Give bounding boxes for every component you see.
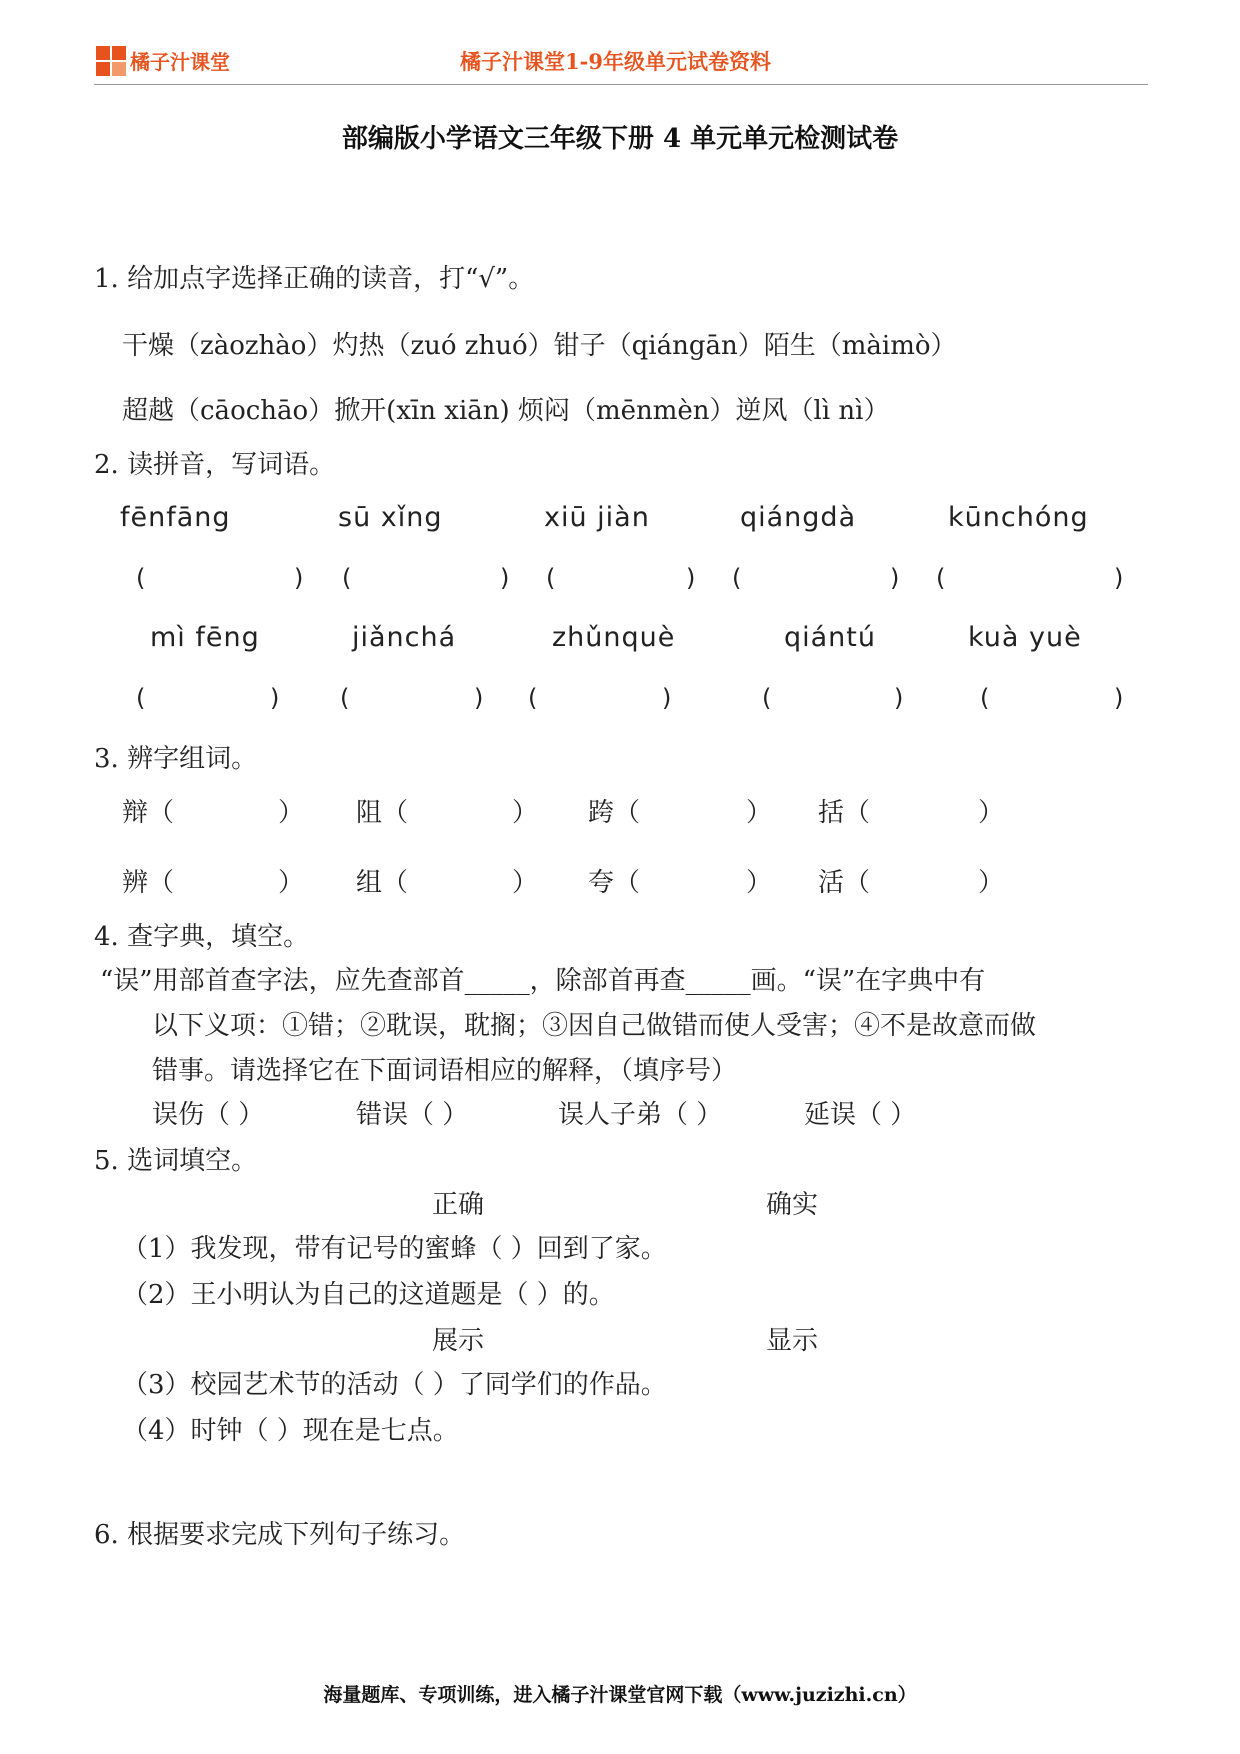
q3-item: 括（ (818, 798, 871, 828)
q4-line-3: 错事。请选择它在下面词语相应的解释，（填序号） (152, 1056, 738, 1086)
answer-blank-close: ) (474, 684, 484, 712)
q1-row-2: 超越（cāochāo）掀开(xīn xiān) 烦闷（mēnmèn）逆风（lì nì） (122, 396, 890, 426)
q3-item: 跨（ (588, 798, 641, 828)
answer-blank-open: ( (136, 684, 146, 712)
q4-item: 误人子弟（ ） (558, 1100, 723, 1130)
answer-blank-open: ( (980, 684, 990, 712)
q3-item-close: ） (512, 868, 539, 898)
q3-item-close: ） (746, 868, 773, 898)
q3-item-close: ） (278, 798, 305, 828)
q3-item-close: ） (978, 868, 1005, 898)
q5-word-option: 展示 (432, 1326, 485, 1356)
q3-item-close: ） (746, 798, 773, 828)
pinyin-item: qiángdà (740, 502, 857, 533)
pinyin-item: xiū jiàn (544, 502, 650, 533)
answer-blank-close: ) (270, 684, 280, 712)
pinyin-item: sū xǐng (338, 502, 443, 533)
q2-heading: 2. 读拼音，写词语。 (94, 450, 336, 480)
q3-item: 阻（ (356, 798, 409, 828)
q5-sentence-4: （4）时钟（ ）现在是七点。 (122, 1416, 459, 1446)
page-footer: 海量题库、专项训练，进入橘子汁课堂官网下载（www.juzizhi.cn） (323, 1684, 917, 1706)
answer-blank-open: ( (936, 564, 946, 592)
answer-blank-close: ) (1114, 564, 1124, 592)
q3-item-close: ） (512, 798, 539, 828)
answer-blank-close: ) (294, 564, 304, 592)
q5-word-option: 正确 (432, 1190, 485, 1220)
q3-item: 活（ (818, 868, 871, 898)
q3-item-close: ） (278, 868, 305, 898)
q3-item: 组（ (356, 868, 409, 898)
answer-blank-open: ( (546, 564, 556, 592)
q3-item: 辩（ (122, 798, 175, 828)
header-title: 橘子汁课堂1-9年级单元试卷资料 (460, 49, 771, 74)
q4-item: 误伤（ ） (152, 1100, 265, 1130)
q3-item: 夸（ (588, 868, 641, 898)
q6-heading: 6. 根据要求完成下列句子练习。 (94, 1520, 466, 1550)
pinyin-item: fēnfāng (120, 502, 231, 533)
brand-name: 橘子汁课堂 (130, 50, 230, 74)
q3-item-close: ） (978, 798, 1005, 828)
q1-row-1: 干燥（zàozhào）灼热（zuó zhuó）钳子（qiángān）陌生（màimò） (122, 331, 957, 361)
brand-logo-icon (96, 46, 126, 76)
answer-blank-open: ( (342, 564, 352, 592)
q4-line-2: 以下义项：①错；②耽误，耽搁；③因自己做错而使人受害；④不是故意而做 (152, 1011, 1037, 1041)
q3-item: 辨（ (122, 868, 175, 898)
pinyin-item: qiántú (784, 622, 876, 653)
q5-sentence-1: （1）我发现，带有记号的蜜蜂（ ）回到了家。 (122, 1234, 667, 1264)
pinyin-item: jiǎnchá (352, 622, 457, 653)
answer-blank-close: ) (686, 564, 696, 592)
answer-blank-open: ( (136, 564, 146, 592)
q5-word-option: 显示 (766, 1326, 819, 1356)
q5-word-option: 确实 (766, 1190, 819, 1220)
q5-sentence-3: （3）校园艺术节的活动（ ）了同学们的作品。 (122, 1370, 667, 1400)
answer-blank-close: ) (500, 564, 510, 592)
answer-blank-close: ) (662, 684, 672, 712)
pinyin-item: kūnchóng (948, 502, 1089, 533)
answer-blank-close: ) (1114, 684, 1124, 712)
pinyin-item: zhǔnquè (552, 622, 676, 653)
answer-blank-open: ( (528, 684, 538, 712)
q3-heading: 3. 辨字组词。 (94, 744, 258, 774)
answer-blank-open: ( (732, 564, 742, 592)
q4-heading: 4. 查字典，填空。 (94, 922, 310, 952)
q4-line-1: “误”用部首查字法，应先查部首_____，除部首再查_____画。“误”在字典中有 (100, 966, 986, 996)
q5-sentence-2: （2）王小明认为自己的这道题是（ ）的。 (122, 1280, 615, 1310)
q4-item: 延误（ ） (804, 1100, 917, 1130)
document-title: 部编版小学语文三年级下册 4 单元单元检测试卷 (341, 124, 899, 154)
answer-blank-close: ) (890, 564, 900, 592)
q4-item: 错误（ ） (356, 1100, 469, 1130)
pinyin-item: mì fēng (150, 622, 260, 653)
q5-heading: 5. 选词填空。 (94, 1146, 258, 1176)
header-divider (94, 84, 1148, 85)
pinyin-item: kuà yuè (968, 622, 1082, 653)
q1-heading: 1. 给加点字选择正确的读音，打“√”。 (94, 264, 535, 294)
answer-blank-open: ( (340, 684, 350, 712)
answer-blank-close: ) (894, 684, 904, 712)
answer-blank-open: ( (762, 684, 772, 712)
